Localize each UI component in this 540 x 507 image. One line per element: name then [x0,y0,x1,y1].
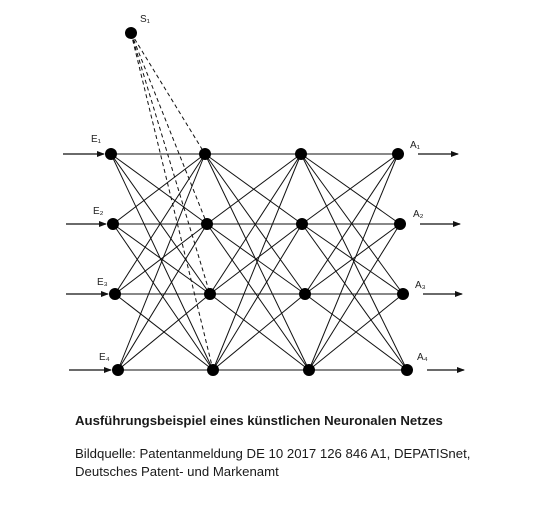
label-output-4: A₄ [417,352,428,363]
connection-line-hidden2-4-to-output-2 [309,224,400,370]
node-hidden1-3 [204,288,216,300]
connection-line-input-4-to-hidden1-3 [118,294,210,370]
node-hidden2-2 [296,218,308,230]
node-input-4 [112,364,124,376]
node-output-4 [401,364,413,376]
node-hidden2-4 [303,364,315,376]
node-input-2 [107,218,119,230]
node-hidden1-4 [207,364,219,376]
source-link-3 [131,33,210,294]
figure-source-note [75,445,470,481]
connection-line-input-4-to-hidden1-1 [118,154,205,370]
connection-lines [111,154,407,370]
node-hidden2-3 [299,288,311,300]
connection-line-hidden1-4-to-hidden2-2 [213,224,302,370]
node-input-1 [105,148,117,160]
node-hidden1-2 [201,218,213,230]
connection-line-hidden2-3-to-output-2 [305,224,400,294]
io-arrows [63,154,464,370]
figure-caption-title: Ausführungsbeispiel eines künstlichen Neuronalen Netzes [75,413,443,428]
label-output-1: A₁ [410,140,421,151]
node-source [125,27,137,39]
label-input-1: E₁ [91,134,102,145]
node-output-3 [397,288,409,300]
connection-line-hidden1-3-to-hidden2-2 [210,224,302,294]
node-output-1 [392,148,404,160]
label-input-3: E₃ [97,277,108,288]
connection-line-input-4-to-hidden1-2 [118,224,207,370]
label-source: S₁ [140,14,151,25]
node-hidden1-1 [199,148,211,160]
node-output-2 [394,218,406,230]
source-line-2: Deutsches Patent- und Markenamt [75,464,279,479]
label-output-3: A₃ [415,280,426,291]
source-link-1 [131,33,205,154]
label-output-2: A₂ [413,209,424,220]
node-hidden2-1 [295,148,307,160]
source-line-1: Bildquelle: Patentanmeldung DE 10 2017 126 846 A1, DEPATISnet, [75,446,471,461]
label-input-4: E₄ [99,352,110,363]
connection-line-input-3-to-hidden1-2 [115,224,207,294]
source-link-2 [131,33,207,224]
label-input-2: E₂ [93,206,104,217]
node-input-3 [109,288,121,300]
